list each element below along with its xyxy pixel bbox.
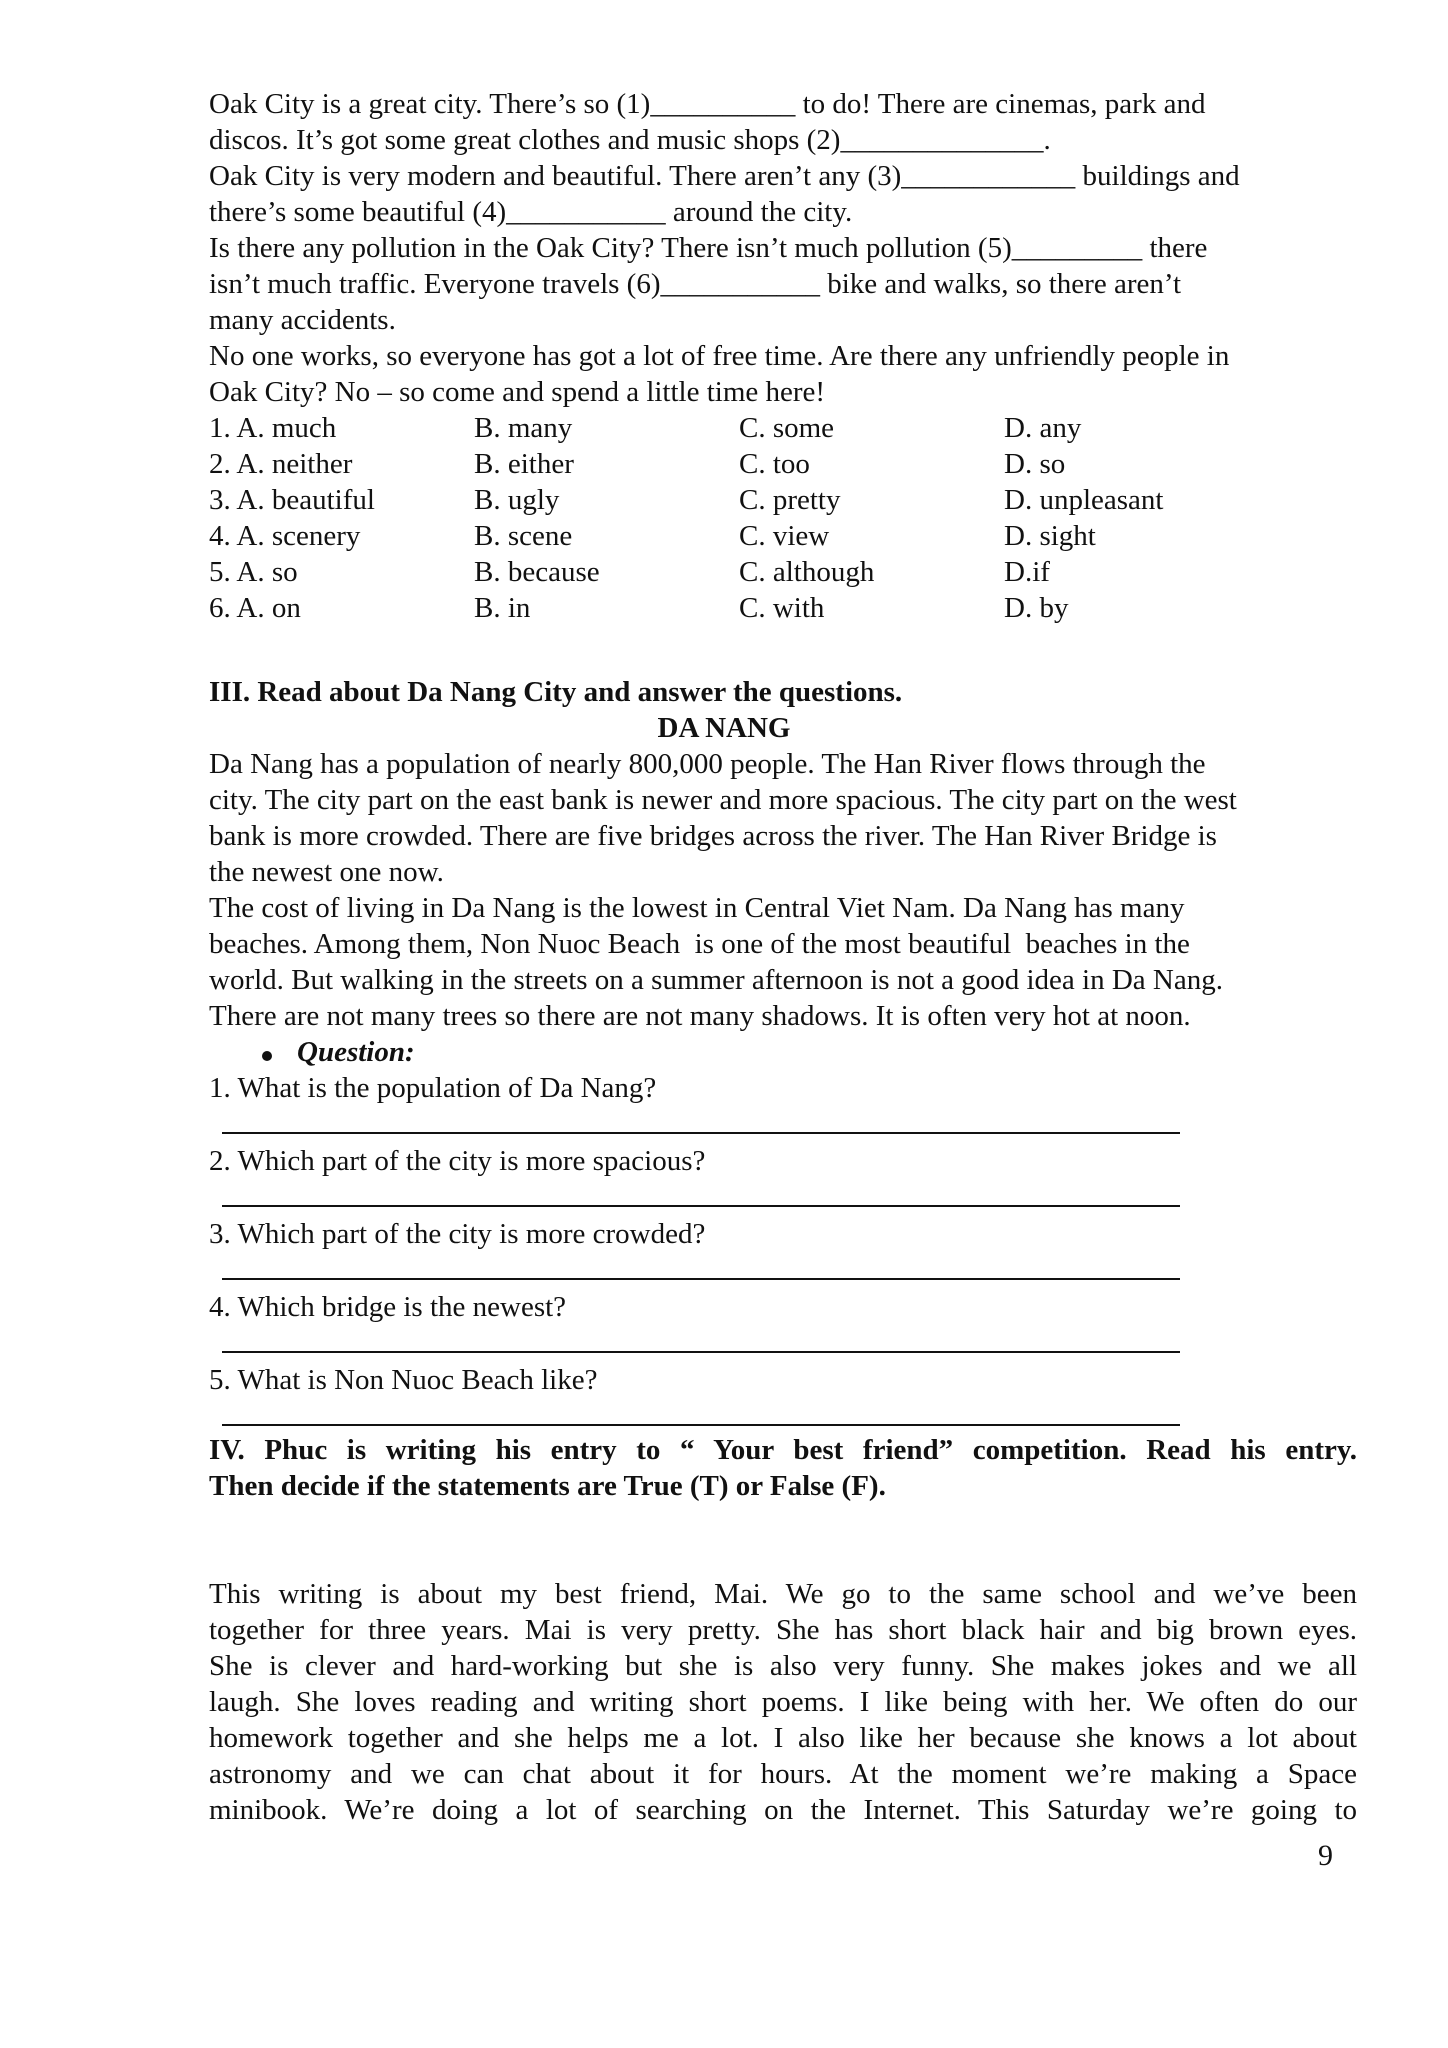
answer-line[interactable]: [222, 1205, 1180, 1207]
option-c: C. although: [739, 556, 875, 588]
option-b: B. in: [474, 592, 531, 624]
oak-passage-line: isn’t much traffic. Everyone travels (6)___________ bike and walks, so there aren’t: [209, 268, 1182, 300]
oak-passage-line: No one works, so everyone has got a lot of free time. Are there any unfriendly people in: [209, 340, 1230, 372]
oak-passage-line: Oak City is very modern and beautiful. There aren’t any (3)____________ buildings and: [209, 160, 1240, 192]
option-a: 3. A. beautiful: [209, 484, 375, 516]
answer-line[interactable]: [222, 1351, 1180, 1353]
question-text: 2. Which part of the city is more spacious?: [209, 1145, 706, 1177]
option-c: C. pretty: [739, 484, 841, 516]
option-d: D. unpleasant: [1004, 484, 1164, 516]
question-text: 5. What is Non Nuoc Beach like?: [209, 1364, 598, 1396]
section-3-heading: III. Read about Da Nang City and answer the questions.: [209, 676, 903, 708]
entry-passage-line: minibook. We’re doing a lot of searching on the Internet. This Saturday we’re going to: [209, 1794, 1357, 1826]
entry-passage-line: together for three years. Mai is very pretty. She has short black hair and big brown eyes.: [209, 1614, 1357, 1646]
danang-passage-line: city. The city part on the east bank is newer and more spacious. The city part on the west: [209, 784, 1237, 816]
oak-passage-line: Oak City is a great city. There’s so (1)__________ to do! There are cinemas, park and: [209, 88, 1206, 120]
option-d: D. any: [1004, 412, 1082, 444]
option-a: 2. A. neither: [209, 448, 353, 480]
option-c: C. with: [739, 592, 825, 624]
answer-line[interactable]: [222, 1278, 1180, 1280]
oak-passage-line: discos. It’s got some great clothes and music shops (2)______________.: [209, 124, 1051, 156]
option-b: B. either: [474, 448, 574, 480]
option-b: B. because: [474, 556, 600, 588]
question-text: 3. Which part of the city is more crowded?: [209, 1218, 706, 1250]
danang-passage-line: There are not many trees so there are not many shadows. It is often very hot at noon.: [209, 1000, 1191, 1032]
entry-passage-line: homework together and she helps me a lot. I also like her because she knows a lot about: [209, 1722, 1357, 1754]
answer-line[interactable]: [222, 1132, 1180, 1134]
option-a: 4. A. scenery: [209, 520, 361, 552]
oak-passage-line: Oak City? No – so come and spend a little time here!: [209, 376, 826, 408]
bullet-icon: [262, 1051, 272, 1061]
option-c: C. view: [739, 520, 830, 552]
section-4-heading: Then decide if the statements are True (T) or False (F).: [209, 1470, 886, 1502]
option-d: D. by: [1004, 592, 1069, 624]
option-c: C. some: [739, 412, 835, 444]
option-c: C. too: [739, 448, 810, 480]
danang-passage-line: Da Nang has a population of nearly 800,000 people. The Han River flows through the: [209, 748, 1206, 780]
option-b: B. ugly: [474, 484, 560, 516]
entry-passage-line: She is clever and hard-working but she is also very funny. She makes jokes and we all: [209, 1650, 1357, 1682]
danang-passage-line: bank is more crowded. There are five bridges across the river. The Han River Bridge is: [209, 820, 1217, 852]
option-d: D. so: [1004, 448, 1066, 480]
section-4-heading: IV. Phuc is writing his entry to “ Your best friend” competition. Read his entry.: [209, 1434, 1357, 1466]
entry-passage-line: laugh. She loves reading and writing short poems. I like being with her. We often do our: [209, 1686, 1357, 1718]
question-text: 1. What is the population of Da Nang?: [209, 1072, 657, 1104]
danang-passage-line: world. But walking in the streets on a summer afternoon is not a good idea in Da Nang.: [209, 964, 1223, 996]
section-3-title: DA NANG: [657, 712, 791, 744]
option-a: 6. A. on: [209, 592, 301, 624]
question-text: 4. Which bridge is the newest?: [209, 1291, 567, 1323]
question-heading: Question:: [297, 1036, 415, 1068]
option-d: D.if: [1004, 556, 1050, 588]
entry-passage-line: astronomy and we can chat about it for hours. At the moment we’re making a Space: [209, 1758, 1357, 1790]
danang-passage-line: beaches. Among them, Non Nuoc Beach is one of the most beautiful beaches in the: [209, 928, 1190, 960]
option-b: B. many: [474, 412, 573, 444]
danang-passage-line: The cost of living in Da Nang is the lowest in Central Viet Nam. Da Nang has many: [209, 892, 1185, 924]
option-a: 1. A. much: [209, 412, 337, 444]
option-a: 5. A. so: [209, 556, 298, 588]
option-b: B. scene: [474, 520, 573, 552]
entry-passage-line: This writing is about my best friend, Mai. We go to the same school and we’ve been: [209, 1578, 1357, 1610]
oak-passage-line: many accidents.: [209, 304, 396, 336]
page-number: 9: [1318, 1839, 1333, 1872]
answer-line[interactable]: [222, 1424, 1180, 1426]
oak-passage-line: there’s some beautiful (4)___________ around the city.: [209, 196, 853, 228]
option-d: D. sight: [1004, 520, 1096, 552]
oak-passage-line: Is there any pollution in the Oak City? There isn’t much pollution (5)_________ there: [209, 232, 1208, 264]
danang-passage-line: the newest one now.: [209, 856, 444, 888]
